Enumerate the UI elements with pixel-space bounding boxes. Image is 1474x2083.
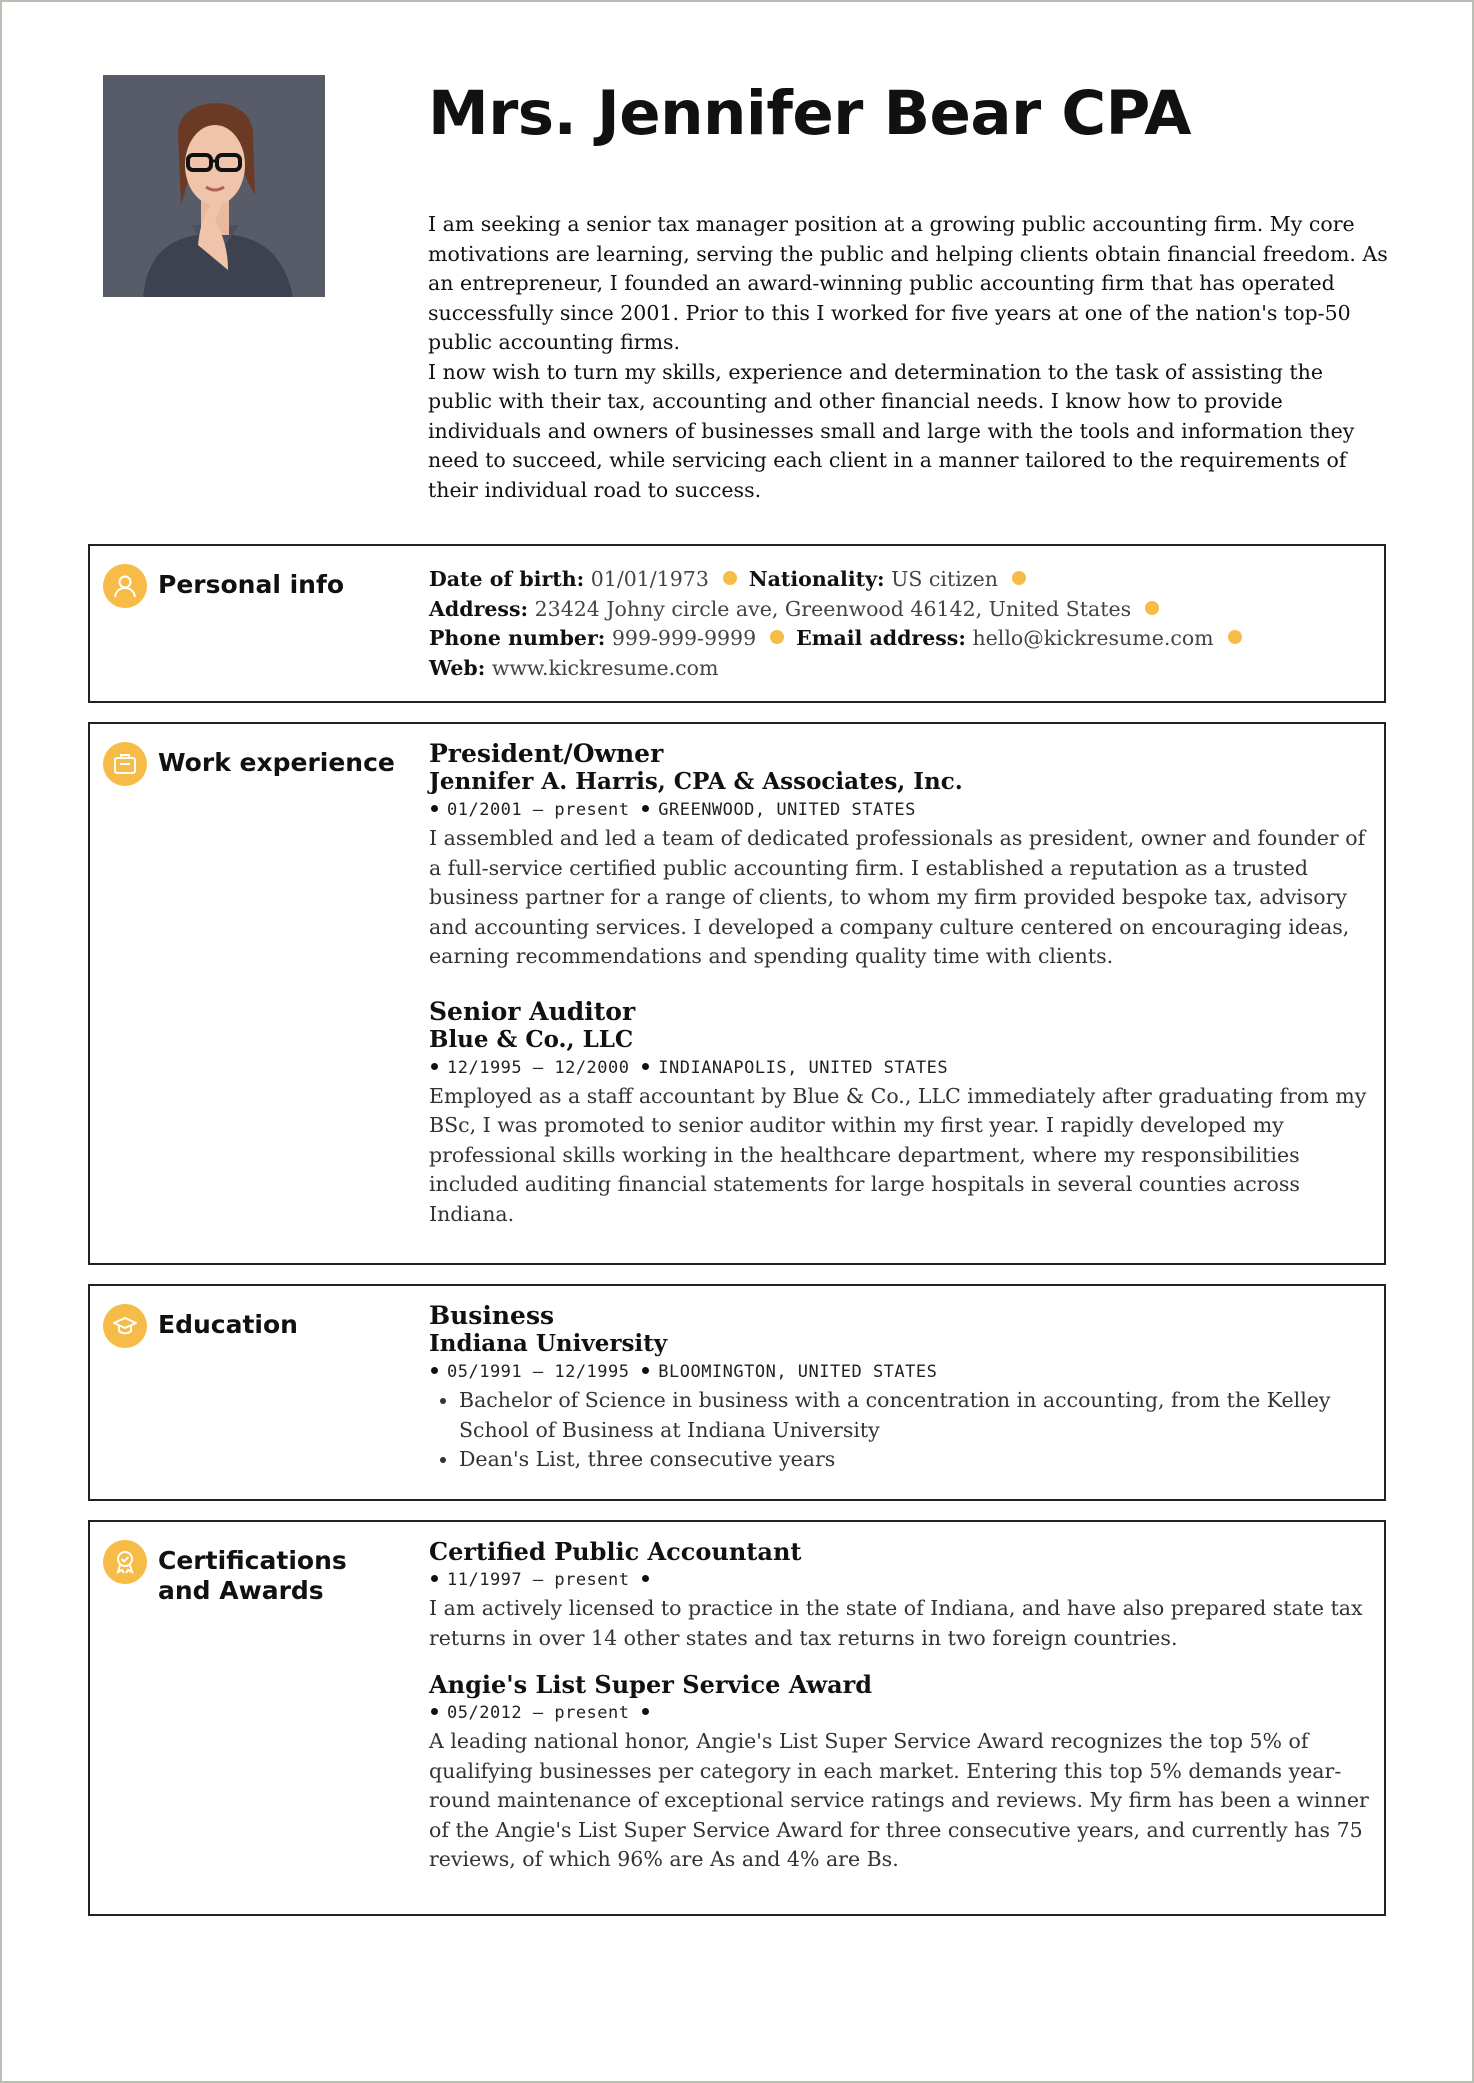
user-icon: [103, 564, 147, 608]
summary: [428, 210, 1388, 505]
bullet-dot: [642, 1575, 649, 1582]
bullet-dot: [431, 1063, 438, 1070]
separator-dot: [1012, 571, 1026, 585]
education-dates: 05/1991 — 12/1995: [447, 1362, 630, 1382]
section-title: Certifications and Awards: [158, 1546, 347, 1605]
info-line: [429, 654, 1370, 684]
address-value: 23424 Johny circle ave, Greenwood 46142, United States: [534, 596, 1132, 621]
certification-description: I am actively licensed to practice in the state of Indiana, and have also prepared state tax returns in over 14 other states and tax returns in two foreign countries.: [429, 1596, 1363, 1650]
phone-value[interactable]: 999-999-9999: [611, 626, 757, 650]
web-link[interactable]: www.kickresume.com: [491, 655, 719, 680]
certification-dates: 05/2012 — present: [447, 1703, 630, 1723]
certification-entry: [429, 1671, 1370, 1875]
bullet-dot: [642, 1367, 649, 1374]
bullet-dot: [431, 1575, 438, 1582]
graduation-cap-icon: [103, 1304, 147, 1348]
spacer: [429, 1653, 1370, 1671]
address-label: Address:: [429, 596, 529, 621]
nationality-label: Nationality:: [748, 567, 885, 591]
info-line: [429, 624, 1370, 654]
list-item: • Dean's List, three consecutive years: [459, 1445, 1370, 1475]
dob-value: 01/01/1973: [590, 567, 709, 591]
candidate-name: Mrs. Jennifer Bear CPA: [428, 78, 1191, 149]
degree-name: Business: [429, 1301, 555, 1330]
section-work-experience: [88, 722, 1386, 1265]
certification-entry: [429, 1538, 1370, 1653]
job-meta: [429, 796, 1370, 824]
education-location: BLOOMINGTON, UNITED STATES: [658, 1362, 938, 1382]
award-badge-icon: [103, 1540, 147, 1584]
education-meta: [429, 1358, 1370, 1386]
list-item: • Bachelor of Science in business with a concentration in accounting, from the Kelley School of Business at Indiana University: [459, 1386, 1370, 1445]
section-education: [88, 1284, 1386, 1501]
work-entry: [429, 740, 1370, 972]
section-header: [103, 564, 398, 608]
certification-dates: 11/1997 — present: [447, 1570, 630, 1590]
section-personal-info: [88, 544, 1386, 703]
bullet-dot: [431, 1367, 438, 1374]
email-label: Email address:: [796, 626, 966, 650]
profile-photo: [103, 75, 325, 297]
section-certifications: [88, 1520, 1386, 1916]
dob-label: Date of birth:: [429, 567, 585, 591]
education-body: [429, 1302, 1370, 1475]
phone-label: Phone number:: [429, 626, 606, 650]
separator-dot: [1145, 601, 1159, 615]
education-bullets: [429, 1386, 1370, 1475]
job-location: GREENWOOD, UNITED STATES: [658, 800, 916, 820]
certifications-body: [429, 1538, 1370, 1875]
job-meta: [429, 1054, 1370, 1082]
web-label: Web:: [429, 655, 486, 680]
summary-paragraph: I am seeking a senior tax manager position at a growing public accounting firm. My core motivations are learning, serving the public and helping clients obtain financial freedom. As an entrepreneur, I founded an award-winning public accounting firm that has operated successfully since 2001. Prior to this I worked for five years at one of the nation's top-50 public accounting firms.: [428, 212, 1388, 354]
school-name: Indiana University: [429, 1330, 668, 1357]
job-dates: 12/1995 — 12/2000: [447, 1057, 630, 1078]
bullet-dot: [642, 1063, 649, 1070]
job-location: INDIANAPOLIS, UNITED STATES: [658, 1057, 949, 1078]
personal-info-body: [429, 565, 1370, 683]
certification-name: Angie's List Super Service Award: [429, 1670, 873, 1699]
email-link[interactable]: hello@kickresume.com: [972, 626, 1214, 650]
certification-meta: [429, 1566, 1370, 1594]
bullet-dot: [642, 805, 649, 812]
section-header: [103, 1540, 398, 1606]
nationality-value: US citizen: [891, 567, 998, 591]
separator-dot: [770, 630, 784, 644]
certification-description: A leading national honor, Angie's List Super Service Award recognizes the top 5% of qualifying businesses per category in each market. Entering this top 5% demands year-round maintenance of exceptional service ratings and reviews. My firm has been a winner of the Angie's List Super Service Award for three consecutive years, and currently has 75 reviews, of which 96% are As and 4% are Bs.: [429, 1729, 1369, 1871]
job-dates: 01/2001 — present: [447, 800, 630, 820]
job-description: I assembled and led a team of dedicated professionals as president, owner and founder of a full-service certified public accounting firm. I established a reputation as a trusted business partner for a range of clients, to whom my firm provided bespoke tax, advisory and accounting services. I developed a company culture centered on encouraging ideas, earning recommendations and spending quality time with clients.: [429, 826, 1366, 968]
job-title: Senior Auditor: [429, 996, 636, 1026]
separator-dot: [723, 571, 737, 585]
certification-name: Certified Public Accountant: [429, 1537, 802, 1566]
company-name: Jennifer A. Harris, CPA & Associates, Inc.: [429, 768, 963, 795]
work-entry: [429, 998, 1370, 1230]
info-line: [429, 595, 1370, 625]
job-title: President/Owner: [429, 739, 664, 768]
section-header: [103, 1304, 398, 1348]
company-name: Blue & Co., LLC: [429, 1025, 634, 1053]
bullet-dot: [642, 1708, 649, 1715]
certification-meta: [429, 1699, 1370, 1727]
section-title: Personal info: [158, 570, 345, 599]
bullet-dot: [431, 805, 438, 812]
section-header: [103, 742, 398, 786]
section-title: Work experience: [158, 748, 395, 777]
spacer: [429, 972, 1370, 998]
work-experience-body: [429, 740, 1370, 1229]
info-line: [429, 565, 1370, 595]
job-description: Employed as a staff accountant by Blue & Co., LLC immediately after graduating from my BSc, I was promoted to senior auditor within my first year. I rapidly developed my professional skills working in the healthcare department, where my responsibilities included auditing financial statements for large hospitals in several counties across Indiana.: [429, 1083, 1367, 1226]
summary-paragraph: I now wish to turn my skills, experience and determination to the task of assisting the public with their tax, accounting and other financial needs. I know how to provide individuals and owners of businesses small and large with the tools and information they need to succeed, while servicing each client in a manner tailored to the requirements of their individual road to success.: [428, 359, 1355, 502]
separator-dot: [1228, 630, 1242, 644]
bullet-dot: [431, 1708, 438, 1715]
briefcase-icon: [103, 742, 147, 786]
section-title: Education: [158, 1310, 298, 1339]
